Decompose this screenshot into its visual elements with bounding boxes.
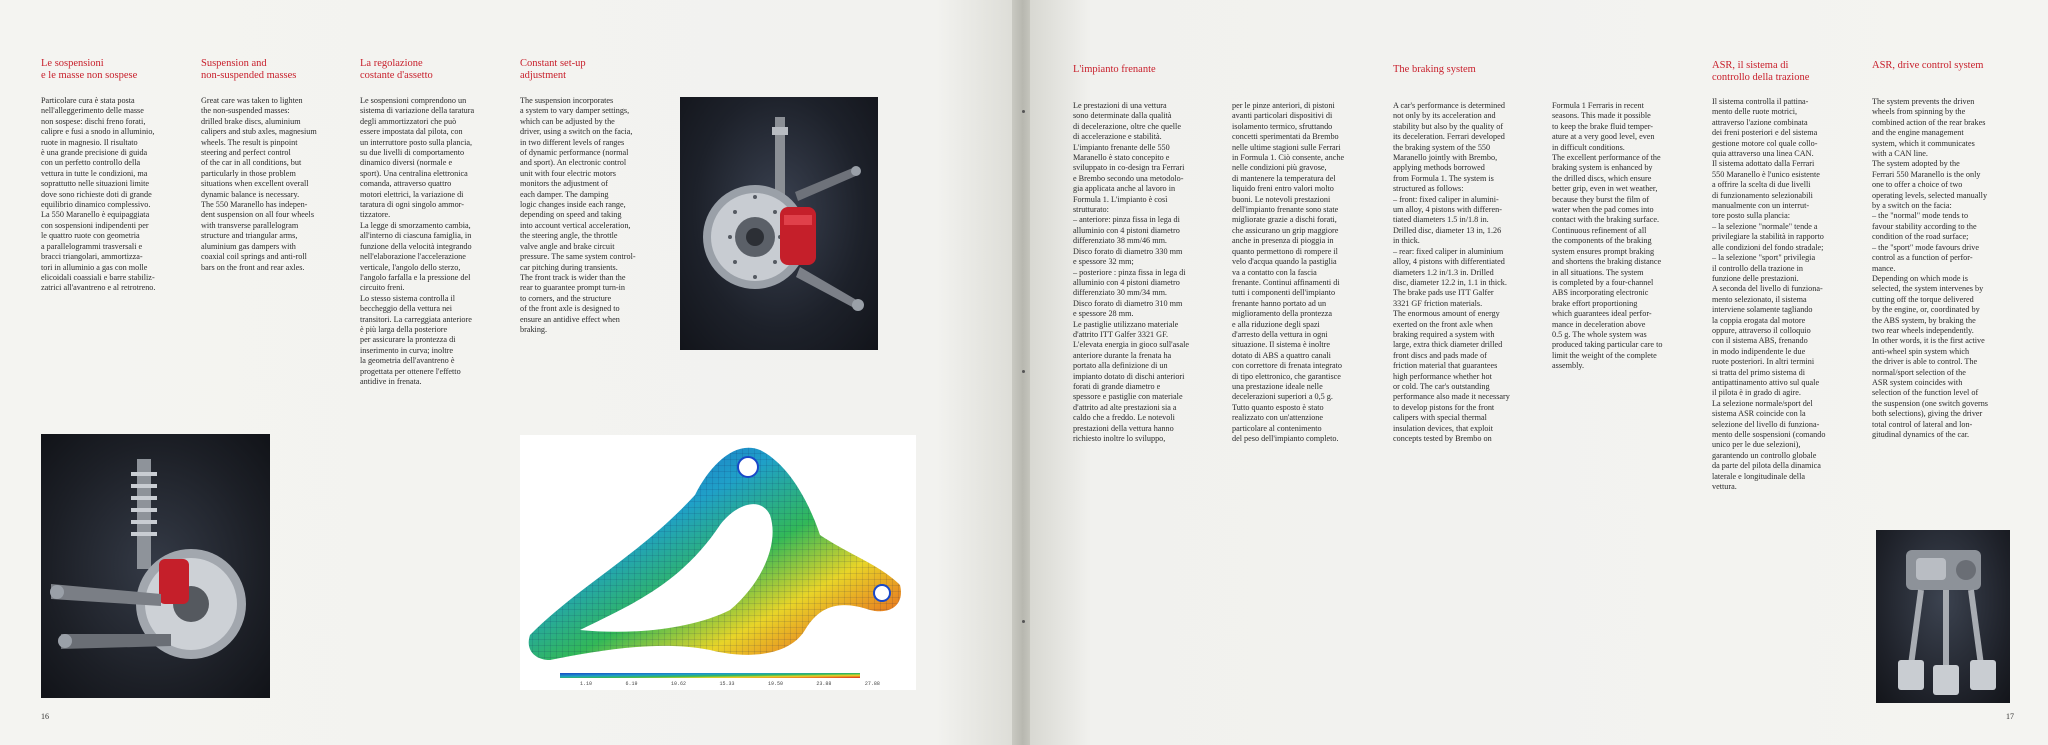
text-asr-italiano: Il sistema controlla il pattina- mento delle ruote motrici, attraverso l'azione combinata dei freni posteriori e del sistema gestione motore col quale collo- quia attraverso una linea CAN. Il sistema adottato dalla Ferrari 550 Maranello è l'unico esistente a offrire la scelta di due livelli di funzionamento selezionabili manualmente con un interrut- tore posto sulla plancia: – la selezione "normale" tende a privilegiare la stabilità in rapporto alle condizioni del fondo stradale; – la selezione "sport" privilegia il controllo della trazione in funzione delle prestazioni. A seconda del livello di funziona- mento selezionato, il sistema interviene solamente tagliando la coppia erogata dal motore oppure, attraverso il colloquio con il sistema ABS, frenando in modo indipendente le due ruote posteriori. In altri termini si tratta del primo sistema di antipattinamento attivo sul quale il pilota è in grado di agire. La selezione normale/sport del sistema ASR coincide con la selezione del livello di funziona- mento delle sospensioni (comando unico per le due selezioni), garantendo un controllo globale da parte del pilota della dinamica laterale e longitudinale della vettura. [1712,97,1826,492]
heading-regolazione: La regolazione costante d'assetto [360,58,433,81]
page-number-left: 16 [41,712,49,721]
staple-mark [1022,110,1025,113]
photo-pedal-box [1876,530,2010,703]
pedal-box-illustration [1876,530,2010,703]
page-number-right: 17 [2006,712,2014,721]
heading-setup: Constant set-up adjustment [520,58,586,81]
text-braking-col2: Formula 1 Ferraris in recent seasons. This made it possible to keep the brake fluid temper- ature at a very good level, even in difficult conditions. The excellent performance of the braking system is enhanced by the drilled discs, which ensure better grip, even in wet weather, because they burst the film of water when the pad comes into contact with the braking surface. Continuous refinement of all the components of the braking system ensures prompt braking and shortens the braking distance in all situations. The system is completed by a four-channel ABS incorporating electronic brake effort proportioning which guarantees ideal perfor- mance in deceleration above 0.5 g. The whole system was produced taking particular care to limit the weight of the complete assembly. [1552,101,1663,371]
fea-legend-label: 10.62 [670,681,686,687]
right-page [1030,0,2048,745]
text-asr-english: The system prevents the driven wheels from spinning by the combined action of the rear brakes and the engine management system, which it communicates with a CAN line. The system adopted by the Ferrari 550 Maranello is the only one to offer a choice of two operating levels, selected manually by a switch on the facia: – the "normal" mode tends to favour stability according to the condition of the road surface; – the "sport" mode favours drive control as a function of perfor- mance. Depending on which mode is selected, the system intervenes by cutting off the torque delivered by the engine, or, coordinated by the ABS system, by braking the two rear wheels independently. In other words, it is the first active anti-wheel spin system which the driver is able to control. The normal/sport selection of the ASR system coincides with selection of the function level of the suspension (one switch governs both selections), giving the driver total control of lateral and lon- gitudinal dynamics of the car. [1872,97,1988,439]
heading-sospensioni: Le sospensioni e le masse non sospese [41,58,138,81]
photo-front-brake-assembly [680,97,878,350]
fea-legend-label: 15.33 [719,681,735,687]
text-suspension: Great care was taken to lighten the non-suspended masses: drilled brake discs, aluminium calipers and stub axles, magnesium wheels. The result is pinpoint steering and perfect control of the car in all conditions, but particularly in those problem situations when excellent overall dynamic balance is necessary. The 550 Maranello has indepen- dent suspension on all four wheels with transverse parallelogram structure and triangular arms, aluminium gas dampers with coaxial coil springs and anti-roll bars on the front and rear axles. [201,96,317,272]
text-setup: The suspension incorporates a system to vary damper settings, which can be adjusted by the driver, using a switch on the facia, in two different levels of ranges of dynamic performance (normal and sport). An electronic control unit with four electric motors monitors the adjustment of each damper. The damping logic changes inside each range, depending on speed and taking into account vertical acceleration, the steering angle, the throttle valve angle and brake circuit pressure. The same system control- car pitching during transients. The front track is wider than the rear to guarantee prompt turn-in to corners, and the structure of the front axle is designed to ensure an antidive effect when braking. [520,96,636,334]
photo-rear-suspension [41,434,270,698]
fea-legend-label: 19.50 [767,681,783,687]
heading-suspension: Suspension and non-suspended masses [201,58,297,81]
text-regolazione: Le sospensioni comprendono un sistema di variazione della taratura degli ammortizzatori che può essere impostata dal pilota, con un interruttore posto sulla plancia, su due livelli di comportamento dinamico diversi (normale e sport). Una centralina elettronica comanda, attraverso quattro motori elettrici, la variazione di taratura di ogni singolo ammor- tizzatore. La legge di smorzamento cambia, all'interno di ciascuna famiglia, in funzione della velocità integrando nell'elaborazione l'accelerazione verticale, l'angolo dello sterzo, l'angolo farfalla e la pressione del circuito freni. Lo stesso sistema controlla il beccheggio della vettura nei transitori. La carreggiata anteriore è più larga della posteriore per assicurare la prontezza di inserimento in curva; inoltre la geometria dell'avantreno è progettata per ottenere l'effetto antidive in frenata. [360,96,475,386]
heading-impianto-frenante: L'impianto frenante [1073,64,1156,75]
fea-legend-label: 1.10 [580,681,593,687]
left-page [0,0,1018,745]
text-impianto-col2: per le pinze anteriori, di pistoni avanti particolari dispositivi di isolamento termico, sfruttando concetti sperimentati da Brembo nelle ultime stagioni sulle Ferrari in Formula 1. Ciò consente, anche nelle condizioni più gravose, di mantenere la temperatura del liquido freni entro valori molto buoni. Le notevoli prestazioni dell'impianto frenante sono state migliorate grazie a dischi forati, che assicurano un grip maggiore anche in presenza di pioggia in quanto permettono di rompere il velo d'acqua quando la pastiglia va a contatto con la fascia frenante. Continui affinamenti di tutti i componenti dell'impianto frenante hanno portato ad un miglioramento della prontezza e alla riduzione degli spazi d'arresto della vettura in ogni situazione. Il sistema è inoltre dotato di ABS a quattro canali con correttore di frenata integrato di tipo elettronico, che garantisce una prestazione ideale nelle decelerazioni superiori a 0,5 g. Tutto quanto esposto è stato realizzato con un'attenzione particolare al contenimento del peso dell'impianto completo. [1232,101,1345,443]
heading-asr-italiano: ASR, il sistema di controllo della trazione [1712,60,1810,83]
text-sospensioni: Particolare cura è stata posta nell'alleggerimento delle masse non sospese: dischi freno forati, calipre e fusi a snodo in alluminio, ruote in magnesio. Il risultato è una grande precisione di guida con un perfetto controllo della vettura in tutte le condizioni, ma soprattutto nelle situazioni limite dove sono richieste doti di grande equilibrio dinamico complessivo. La 550 Maranello è equipaggiata con sospensioni indipendenti per le quattro ruote con geometria a parallelogrammi trasversali e bracci triangolari, ammortizza- tori in alluminio a gas con molle elicoidali coassiali e barre stabiliz- zatrici all'avantreno e al retrotreno. [41,96,156,293]
fea-legend-label: 27.88 [864,681,880,687]
fea-legend [580,681,880,687]
staple-mark [1022,620,1025,623]
fea-stress-plot [520,435,916,690]
fea-legend-label: 6.19 [625,681,638,687]
text-braking-col1: A car's performance is determined not only by its acceleration and stability but also by the quality of its deceleration. Ferrari developed the braking system of the 550 Maranello jointly with Brembo, applying methods borrowed from Formula 1. The system is structured as follows: – front: fixed caliper in alumini- um alloy, 4 pistons with differen- tiated diameters 1.5 in/1.8 in. Drilled disc, diameter 13 in, 1.26 in thick. – rear: fixed caliper in aluminium alloy, 4 pistons with differentiated diameters 1.2 in/1.3 in. Drilled disc, diameter 12.2 in, 1.1 in thick. The brake pads use ITT Galfer 3321 GF friction materials. The enormous amount of energy exerted on the front axle when braking required a system with large, extra thick diameter drilled front discs and pads made of friction material that guarantees high performance whether hot or cold. The car's outstanding performance also made it necessary to develop pistons for the front calipers with special thermal insulation devices, that exploit concepts tested by Brembo on [1393,101,1510,443]
fea-legend-label: 23.88 [816,681,832,687]
brake-assembly-illustration [680,97,878,350]
rear-suspension-illustration [41,434,270,698]
heading-asr-english: ASR, drive control system [1872,60,1984,71]
staple-mark [1022,370,1025,373]
heading-braking-system: The braking system [1393,64,1476,75]
text-impianto-col1: Le prestazioni di una vettura sono determinate dalla qualità di decelerazione, oltre che quelle di accelerazione e stabilità. L'impianto frenante delle 550 Maranello è stato concepito e sviluppato in co-design tra Ferrari e Brembo secondo una metodolo- gia applicata anche al lavoro in Formula 1. L'impianto è così strutturato: – anteriore: pinza fissa in lega di alluminio con 4 pistoni diametro differenziato 38 mm/46 mm. Disco forato di diametro 330 mm e spessore 32 mm; – posteriore : pinza fissa in lega di alluminio con 4 pistoni diametro differenziato 30 mm/34 mm. Disco forato di diametro 310 mm e spessore 28 mm. Le pastiglie utilizzano materiale d'attrito ITT Galfer 3321 GF. L'elevata energia in gioco sull'asale anteriore durante la frenata ha portato alla definizione di un impianto dotato di dischi anteriori forati di grande diametro e spessore e pastiglie con materiale d'attrito ad alte prestazioni sia a caldo che a freddo. Le notevoli prestazioni della vettura hanno richiesto inoltre lo sviluppo, [1073,101,1190,443]
fea-wishbone-mesh [520,435,916,690]
